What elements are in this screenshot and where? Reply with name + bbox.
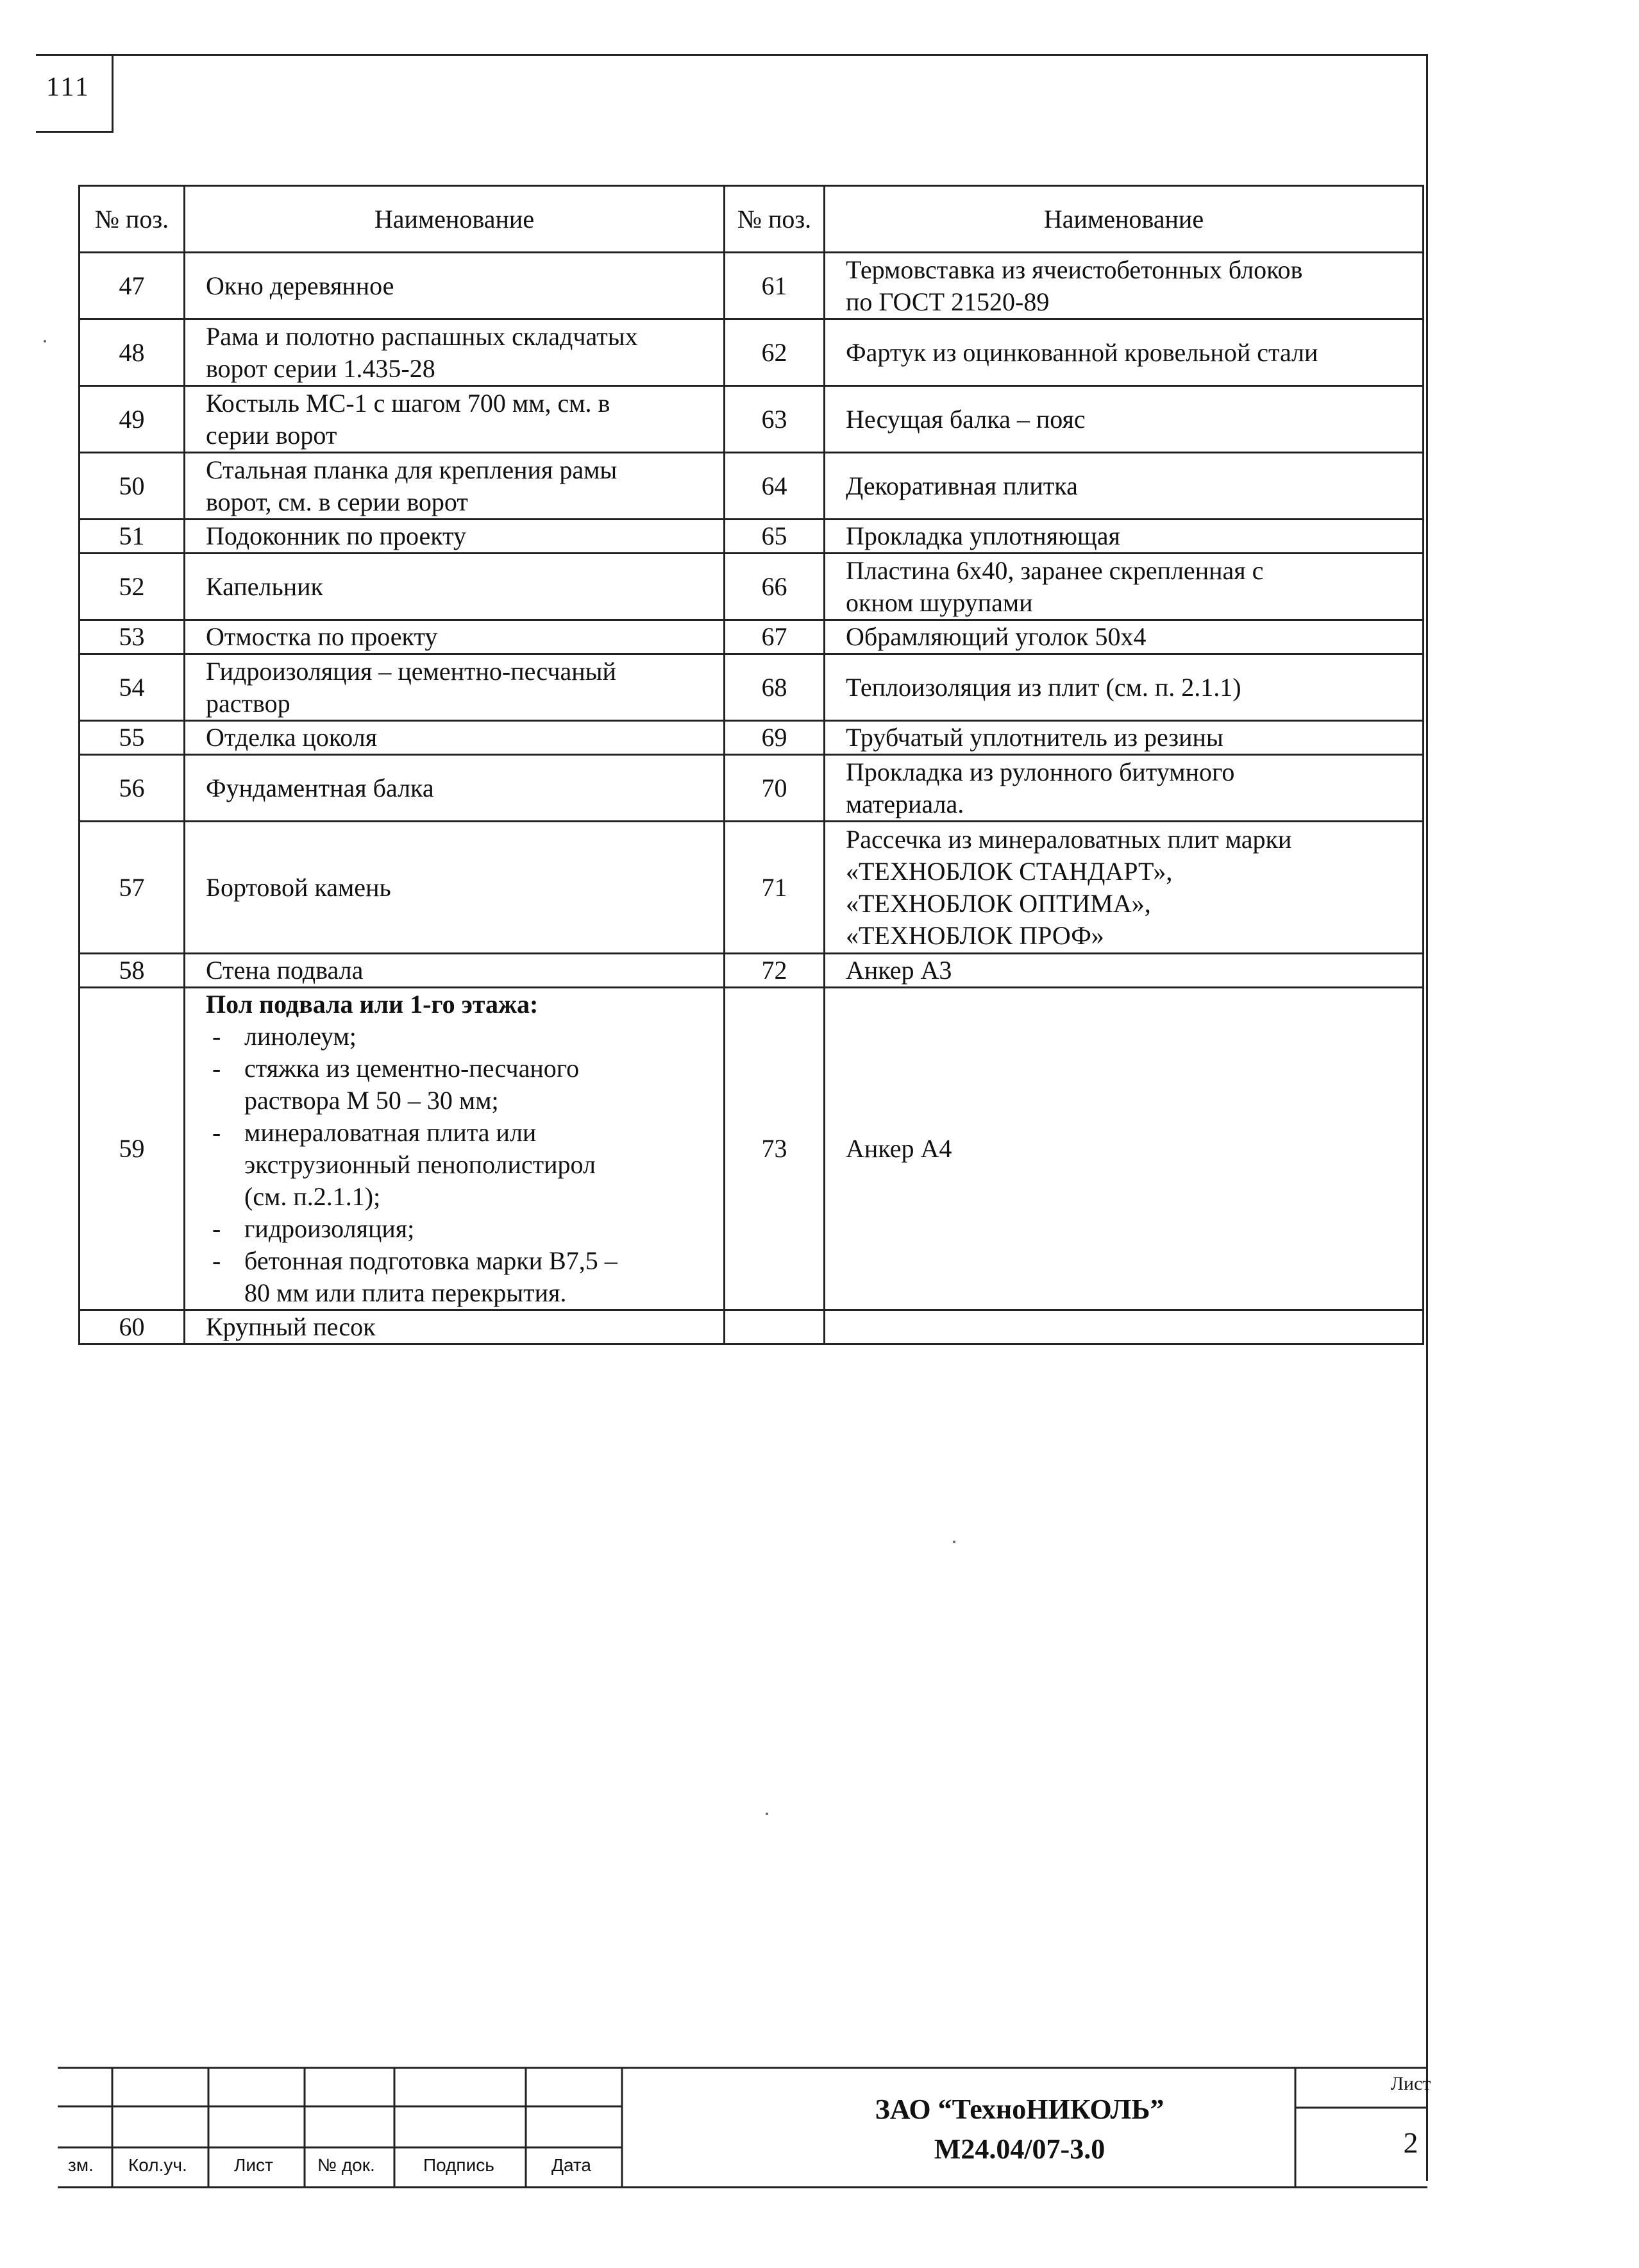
floor-layer-line: (см. п.2.1.1); xyxy=(244,1182,381,1211)
left-name xyxy=(185,1310,725,1344)
left-position: 57 xyxy=(80,822,185,954)
right-name-line: «ТЕХНОБЛОК ПРОФ» xyxy=(846,920,1104,950)
table-row xyxy=(80,822,1424,954)
right-name xyxy=(825,755,1424,822)
left-position: 60 xyxy=(80,1310,185,1344)
right-position: 73 xyxy=(725,988,825,1310)
right-name xyxy=(825,1310,1424,1344)
left-position: 51 xyxy=(80,520,185,554)
left-name-line: Фундаментная балка xyxy=(206,773,434,802)
left-name xyxy=(185,954,725,988)
left-name-line: Рама и полотно распашных складчатых xyxy=(206,321,638,351)
left-name-line: ворот, см. в серии ворот xyxy=(206,487,468,516)
scan-speck xyxy=(953,1541,955,1543)
left-position: 47 xyxy=(80,253,185,319)
floor-layer-item xyxy=(206,1245,714,1309)
left-name-line: серии ворот xyxy=(206,420,337,450)
floor-layer-item xyxy=(206,1053,714,1117)
right-name-line: материала. xyxy=(846,789,964,818)
left-name xyxy=(185,386,725,453)
stamp-col-sheet: Лист xyxy=(234,2155,273,2175)
right-position: 64 xyxy=(725,453,825,520)
table-row xyxy=(80,253,1424,319)
right-position: 65 xyxy=(725,520,825,554)
right-name xyxy=(825,554,1424,620)
floor-layer-line: экструзионный пенополистирол xyxy=(244,1150,596,1179)
right-name-line: окном шурупами xyxy=(846,588,1033,617)
sheet-number: 2 xyxy=(1403,2126,1418,2159)
left-name xyxy=(185,721,725,755)
left-position: 54 xyxy=(80,654,185,721)
floor-layer-item xyxy=(206,1213,714,1245)
right-name-line: «ТЕХНОБЛОК СТАНДАРТ», xyxy=(846,856,1173,886)
left-name-line: Окно деревянное xyxy=(206,271,394,300)
left-name-line: Отделка цоколя xyxy=(206,723,378,752)
right-position: 67 xyxy=(725,620,825,654)
table-row xyxy=(80,954,1424,988)
header-pos-left: № поз. xyxy=(80,186,185,253)
left-position: 55 xyxy=(80,721,185,755)
left-name-line: Гидроизоляция – цементно-песчаный xyxy=(206,656,616,686)
company-name: ЗАО “ТехноНИКОЛЬ” xyxy=(875,2094,1164,2125)
right-name-line: по ГОСТ 21520-89 xyxy=(846,287,1050,316)
floor-composition-title: Пол подвала или 1-го этажа: xyxy=(206,990,539,1019)
right-name-line: Рассечка из минераловатных плит марки xyxy=(846,824,1292,854)
right-name-line: Термовставка из ячеистобетонных блоков xyxy=(846,255,1303,284)
left-name-line: Отмостка по проекту xyxy=(206,622,438,651)
specification-table xyxy=(78,185,1424,1345)
floor-layer-line: - гидроизоляция; xyxy=(244,1214,415,1243)
left-position: 49 xyxy=(80,386,185,453)
table-row xyxy=(80,386,1424,453)
floor-layer-line: 80 мм или плита перекрытия. xyxy=(244,1278,567,1307)
left-name xyxy=(185,453,725,520)
right-name xyxy=(825,954,1424,988)
left-position: 50 xyxy=(80,453,185,520)
left-position: 56 xyxy=(80,755,185,822)
left-name xyxy=(185,654,725,721)
left-name xyxy=(185,620,725,654)
stamp-col-signature: Подпись xyxy=(423,2155,494,2175)
table-header-row xyxy=(80,186,1424,253)
left-position: 48 xyxy=(80,319,185,386)
right-name-line: Декоративная плитка xyxy=(846,471,1078,500)
frame-right-border xyxy=(1426,54,1428,2181)
left-name xyxy=(185,755,725,822)
stamp-col-qty: Кол.уч. xyxy=(128,2155,187,2175)
header-name-right: Наименование xyxy=(825,186,1424,253)
title-block xyxy=(58,2067,1431,2188)
table-row xyxy=(80,988,1424,1310)
right-name-line: Теплоизоляция из плит (см. п. 2.1.1) xyxy=(846,672,1241,702)
floor-layer-item xyxy=(206,1020,714,1053)
right-name xyxy=(825,620,1424,654)
floor-layer-line: - минераловатная плита или xyxy=(244,1118,537,1147)
stamp-col-date: Дата xyxy=(551,2155,592,2175)
left-name-line: Подоконник по проекту xyxy=(206,521,467,550)
table-row xyxy=(80,520,1424,554)
left-name xyxy=(185,822,725,954)
right-name xyxy=(825,386,1424,453)
document-code: М24.04/07-3.0 xyxy=(934,2133,1105,2165)
left-name xyxy=(185,319,725,386)
floor-layers-list xyxy=(206,1020,714,1309)
frame-top-border xyxy=(36,54,1427,56)
table-row xyxy=(80,319,1424,386)
table-row xyxy=(80,721,1424,755)
right-name-line: Прокладка уплотняющая xyxy=(846,521,1120,550)
table-row xyxy=(80,453,1424,520)
left-name-line: Костыль МС-1 с шагом 700 мм, см. в xyxy=(206,388,610,418)
right-name-line: Прокладка из рулонного битумного xyxy=(846,757,1235,786)
left-position: 53 xyxy=(80,620,185,654)
left-name-composite xyxy=(185,988,725,1310)
stamp-col-docnum: № док. xyxy=(317,2155,375,2175)
floor-layer-item xyxy=(206,1117,714,1213)
header-name-left: Наименование xyxy=(185,186,725,253)
right-position: 61 xyxy=(725,253,825,319)
left-name xyxy=(185,253,725,319)
left-name-line: Крупный песок xyxy=(206,1312,376,1341)
right-position: 62 xyxy=(725,319,825,386)
right-name xyxy=(825,253,1424,319)
left-position: 59 xyxy=(80,988,185,1310)
right-position: 68 xyxy=(725,654,825,721)
right-name-line: «ТЕХНОБЛОК ОПТИМА», xyxy=(846,888,1151,918)
floor-layer-line: раствора М 50 – 30 мм; xyxy=(244,1086,499,1115)
left-name-line: Стена подвала xyxy=(206,956,364,985)
right-position: 63 xyxy=(725,386,825,453)
right-name xyxy=(825,319,1424,386)
right-name-line: Анкер А3 xyxy=(846,956,952,985)
right-name-line: Пластина 6х40, заранее скрепленная с xyxy=(846,555,1264,585)
right-position xyxy=(725,1310,825,1344)
company-title xyxy=(686,2090,1353,2169)
right-position: 66 xyxy=(725,554,825,620)
header-pos-right: № поз. xyxy=(725,186,825,253)
right-name-line: Несущая балка – пояс xyxy=(846,404,1086,434)
right-name-line: Фартук из оцинкованной кровельной стали xyxy=(846,337,1318,367)
right-name xyxy=(825,453,1424,520)
left-position: 52 xyxy=(80,554,185,620)
right-position: 71 xyxy=(725,822,825,954)
right-position: 72 xyxy=(725,954,825,988)
stamp-col-change: зм. xyxy=(68,2155,94,2175)
table-row xyxy=(80,620,1424,654)
left-name-line: Бортовой камень xyxy=(206,872,391,902)
right-name-line: Анкер А4 xyxy=(846,1134,952,1163)
right-position: 69 xyxy=(725,721,825,755)
left-name-line: раствор xyxy=(206,688,290,718)
right-name xyxy=(825,721,1424,755)
table-row xyxy=(80,1310,1424,1344)
scan-speck xyxy=(44,340,46,343)
left-position: 58 xyxy=(80,954,185,988)
floor-layer-line: - бетонная подготовка марки В7,5 – xyxy=(244,1246,618,1275)
left-name-line: ворот серии 1.435-28 xyxy=(206,353,435,383)
left-name xyxy=(185,520,725,554)
table-row xyxy=(80,755,1424,822)
left-name-line: Стальная планка для крепления рамы xyxy=(206,455,618,484)
right-name xyxy=(825,520,1424,554)
right-name-line: Обрамляющий уголок 50х4 xyxy=(846,622,1147,651)
sheet-label: Лист xyxy=(1390,2073,1431,2094)
right-name xyxy=(825,822,1424,954)
right-name xyxy=(825,654,1424,721)
right-position: 70 xyxy=(725,755,825,822)
floor-layer-line: - линолеум; xyxy=(244,1022,357,1051)
left-name xyxy=(185,554,725,620)
floor-layer-line: - стяжка из цементно-песчаного xyxy=(244,1054,580,1083)
right-name xyxy=(825,988,1424,1310)
table-row xyxy=(80,654,1424,721)
scan-speck xyxy=(766,1813,768,1815)
right-name-line: Трубчатый уплотнитель из резины xyxy=(846,723,1223,752)
table-row xyxy=(80,554,1424,620)
page-number: 111 xyxy=(46,72,90,102)
left-name-line: Капельник xyxy=(206,571,323,601)
